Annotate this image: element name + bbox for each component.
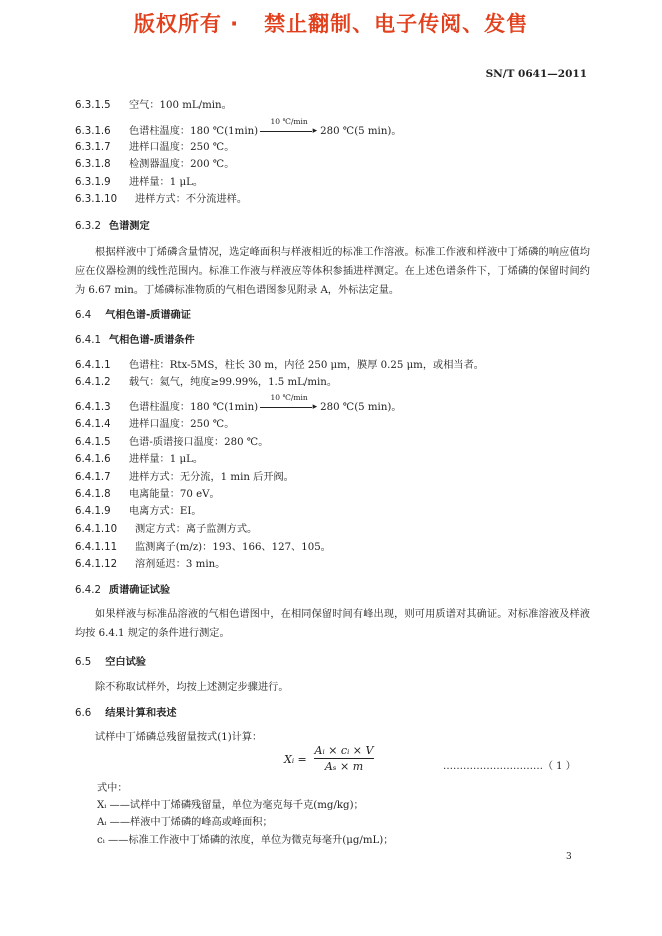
definition-ci: cᵢ ——标准工作液中丁烯磷的浓度，单位为微克每毫升(μg/mL)； [97, 835, 394, 846]
clause-6-4-1-6: 6.4.1.6 进样量：1 μL。 [75, 454, 204, 465]
definition-ai: Aᵢ ——样液中丁烯磷的峰高或峰面积； [97, 817, 273, 828]
section-heading-6-3-2: 6.3.2 色谱测定 [75, 221, 150, 232]
clause-6-3-1-6: 6.3.1.6 色谱柱温度：180 ℃(1min) 10 ℃/min ▸ 280 ℃(5 min)。 [75, 117, 402, 137]
section-heading-6-4-2: 6.4.2 质谱确证试验 [75, 585, 171, 596]
clause-6-3-1-8: 6.3.1.8 检测器温度：200 ℃。 [75, 159, 235, 170]
paragraph-6-5: 除不称取试样外，均按上述测定步骤进行。 [95, 682, 289, 693]
clause-6-3-1-10: 6.3.1.10 进样方式：不分流进样。 [75, 194, 248, 205]
standard-code: SN/T 0641—2011 [485, 68, 587, 80]
clause-6-4-1-2: 6.4.1.2 载气：氦气，纯度≥99.99%，1.5 mL/min。 [75, 377, 338, 388]
formula-lhs: Xᵢ = [284, 753, 307, 766]
clause-6-4-1-12: 6.4.1.12 溶剂延迟：3 min。 [75, 559, 226, 570]
section-heading-6-5: 6.5 空白试验 [75, 657, 146, 668]
paragraph-6-6: 试样中丁烯磷总残留量按式(1)计算： [95, 732, 263, 743]
definition-xi: Xᵢ ——试样中丁烯磷残留量，单位为毫克每千克(mg/kg)； [97, 800, 364, 811]
clause-6-3-1-5: 6.3.1.5 空气：100 mL/min。 [75, 100, 232, 111]
clause-6-4-1-1: 6.4.1.1 色谱柱：Rtx-5MS，柱长 30 m，内径 250 μm，膜厚 0.25 μm，或相当者。 [75, 360, 484, 371]
section-heading-6-6: 6.6 结果计算和表述 [75, 708, 177, 719]
temperature-ramp-arrow: 10 ℃/min ▸ [260, 400, 318, 414]
formula-fraction [314, 744, 374, 773]
clause-6-4-1-7: 6.4.1.7 进样方式：无分流，1 min 后开阀。 [75, 472, 294, 483]
equation-number: …………………………（ 1 ） [443, 761, 576, 772]
temperature-ramp-arrow: 10 ℃/min ▸ [260, 124, 318, 138]
section-heading-6-4: 6.4 气相色谱-质谱确证 [75, 310, 191, 321]
section-heading-6-4-1: 6.4.1 气相色谱-质谱条件 [75, 335, 195, 346]
clause-6-4-1-4: 6.4.1.4 进样口温度：250 ℃。 [75, 419, 235, 430]
paragraph-6-4-2: 如果样液与标准品溶液的气相色谱图中，在相同保留时间有峰出现，则可用质谱对其确证。对标准溶液及样液均按 6.4.1 规定的条件进行测定。 [75, 609, 590, 639]
clause-6-4-1-9: 6.4.1.9 电离方式：EI。 [75, 506, 202, 517]
clause-6-4-1-10: 6.4.1.10 测定方式：离子监测方式。 [75, 524, 258, 535]
paragraph-6-3-2: 根据样液中丁烯磷含量情况，选定峰面积与样液相近的标准工作溶液。标准工作液和样液中丁烯磷的响应值均应在仪器检测的线性范围内。标准工作液与样液应等体积参插进样测定。在上述色谱条件下，丁烯磷的保留时间约为 6.67 min。丁烯磷标准物质的气相色谱图参见附录 A，外标法定量。 [75, 247, 590, 296]
formula-numerator: Aᵢ × cᵢ × V [314, 744, 374, 757]
clause-6-4-1-5: 6.4.1.5 色谱-质谱接口温度：280 ℃。 [75, 437, 269, 448]
page-number: 3 [566, 852, 572, 862]
formula-denominator: Aₛ × m [324, 760, 364, 773]
where-label: 式中： [97, 783, 128, 794]
clause-6-3-1-9: 6.3.1.9 进样量：1 μL。 [75, 177, 204, 188]
clause-6-4-1-8: 6.4.1.8 电离能量：70 eV。 [75, 489, 220, 500]
copyright-watermark: 版权所有 · 禁止翻制、电子传阅、发售 [133, 12, 529, 36]
clause-6-4-1-3: 6.4.1.3 色谱柱温度：180 ℃(1min) 10 ℃/min ▸ 280 ℃(5 min)。 [75, 393, 402, 413]
clause-6-3-1-7: 6.3.1.7 进样口温度：250 ℃。 [75, 142, 235, 153]
clause-6-4-1-11: 6.4.1.11 监测离子(m/z)：193、166、127、105。 [75, 542, 331, 553]
